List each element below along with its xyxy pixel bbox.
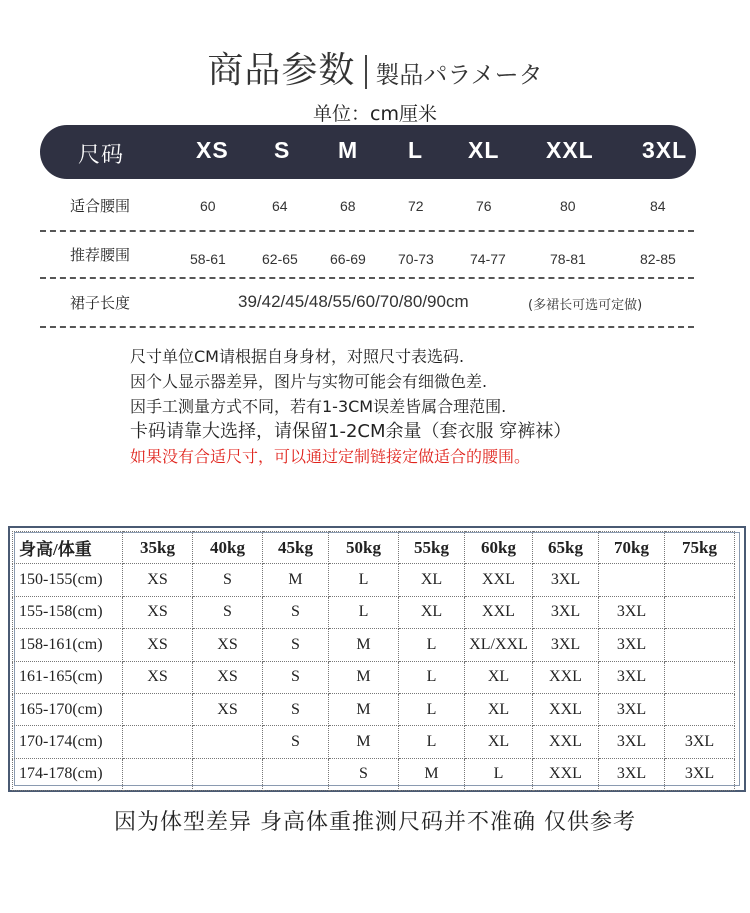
size-cell — [123, 726, 193, 758]
skirt-length-row — [40, 292, 696, 316]
size-s: S — [274, 137, 291, 163]
divider — [40, 326, 694, 328]
size-cell: XL/XXL — [465, 629, 533, 661]
size-cell: L — [465, 758, 533, 790]
size-cell: 3XL — [599, 661, 665, 693]
fit-waist-row — [40, 195, 696, 219]
table-row — [13, 564, 735, 596]
table-header-row — [13, 532, 735, 564]
height-range-cell: 165-170(cm) — [13, 693, 123, 725]
size-cell: XS — [123, 564, 193, 596]
page-subtitle: 製品パラメータ — [375, 61, 543, 89]
title-divider — [365, 55, 367, 89]
column-header: 35kg — [123, 532, 193, 564]
column-header: 70kg — [599, 532, 665, 564]
size-m: M — [338, 137, 359, 163]
value: 76 — [476, 198, 492, 214]
size-cell: 3XL — [533, 629, 599, 661]
size-cell — [193, 758, 263, 790]
note: 因个人显示器差异，图片与实物可能会有细微色差. — [130, 372, 488, 391]
value: 58-61 — [190, 251, 226, 267]
size-cell: XS — [193, 693, 263, 725]
value: 78-81 — [550, 251, 586, 267]
note: 尺寸单位CM请根据自身身材，对照尺寸表选码. — [130, 347, 465, 366]
table-row — [13, 661, 735, 693]
size-cell — [123, 758, 193, 790]
size-cell — [193, 726, 263, 758]
size-cell: XL — [465, 726, 533, 758]
recommended-waist-row — [40, 244, 696, 270]
size-cell: XL — [465, 661, 533, 693]
size-cell: XS — [193, 629, 263, 661]
size-cell: XXL — [533, 693, 599, 725]
size-cell — [665, 661, 735, 693]
column-header: 40kg — [193, 532, 263, 564]
divider — [40, 277, 694, 279]
size-cell: S — [263, 726, 329, 758]
table-row — [13, 629, 735, 661]
size-header-bar — [40, 125, 696, 179]
column-header: 60kg — [465, 532, 533, 564]
footer-disclaimer: 因为体型差异 身高体重推测尺码并不准确 仅供参考 — [114, 810, 636, 835]
size-cell: XL — [399, 564, 465, 596]
size-cell: 3XL — [665, 758, 735, 790]
value: 70-73 — [398, 251, 434, 267]
size-cell — [665, 564, 735, 596]
size-cell: 3XL — [599, 596, 665, 628]
size-cell: L — [329, 596, 399, 628]
size-cell: L — [399, 661, 465, 693]
value: 66-69 — [330, 251, 366, 267]
note: 卡码请靠大选择，请保留1-2CM余量（套衣服 穿裤袜） — [130, 421, 572, 442]
size-3xl: 3XL — [642, 137, 688, 163]
column-header: 75kg — [665, 532, 735, 564]
size-cell: L — [399, 726, 465, 758]
value: 64 — [272, 198, 288, 214]
size-cell: S — [263, 629, 329, 661]
divider — [40, 230, 694, 232]
value: 74-77 — [470, 251, 506, 267]
skirt-length-note: (多裙长可选可定做) — [528, 298, 643, 313]
size-cell — [599, 564, 665, 596]
size-cell: XXL — [533, 661, 599, 693]
height-range-cell: 174-178(cm) — [13, 758, 123, 790]
size-cell: XXL — [465, 596, 533, 628]
unit-label: 单位：cm厘米 — [313, 103, 437, 125]
value: 84 — [650, 198, 666, 214]
height-range-cell: 158-161(cm) — [13, 629, 123, 661]
size-cell: M — [329, 629, 399, 661]
size-cell: M — [399, 758, 465, 790]
page-title: 商品参数 — [207, 50, 356, 91]
column-header: 身高/体重 — [13, 532, 123, 564]
size-cell: 3XL — [533, 596, 599, 628]
height-range-cell: 155-158(cm) — [13, 596, 123, 628]
size-cell: 3XL — [599, 693, 665, 725]
size-cell: M — [263, 564, 329, 596]
value: 62-65 — [262, 251, 298, 267]
height-range-cell: 161-165(cm) — [13, 661, 123, 693]
size-header-label: 尺码 — [78, 143, 125, 168]
row-label: 适合腰围 — [70, 197, 131, 215]
column-header: 55kg — [399, 532, 465, 564]
value: 72 — [408, 198, 424, 214]
size-xxl: XXL — [546, 137, 594, 163]
size-cell: XS — [123, 661, 193, 693]
table-row — [13, 726, 735, 758]
size-cell — [665, 629, 735, 661]
table-row — [13, 596, 735, 628]
size-cell: 3XL — [599, 758, 665, 790]
height-weight-table — [12, 531, 735, 791]
title-row — [0, 42, 750, 93]
size-cell: L — [399, 629, 465, 661]
size-xs: XS — [196, 137, 229, 163]
size-cell: S — [193, 564, 263, 596]
size-cell: XL — [399, 596, 465, 628]
row-label: 裙子长度 — [70, 294, 131, 312]
size-cell: S — [329, 758, 399, 790]
size-xl: XL — [468, 137, 500, 163]
size-cell: S — [263, 693, 329, 725]
table-row — [13, 693, 735, 725]
height-range-cell: 150-155(cm) — [13, 564, 123, 596]
size-cell: XL — [465, 693, 533, 725]
size-cell: 3XL — [533, 564, 599, 596]
size-cell — [123, 693, 193, 725]
size-cell: S — [263, 661, 329, 693]
value: 68 — [340, 198, 356, 214]
size-cell: M — [329, 693, 399, 725]
row-label: 推荐腰围 — [70, 246, 131, 264]
size-cell: XS — [193, 661, 263, 693]
size-cell: XS — [123, 596, 193, 628]
skirt-lengths: 39/42/45/48/55/60/70/80/90cm — [238, 292, 469, 311]
column-header: 45kg — [263, 532, 329, 564]
value: 82-85 — [640, 251, 676, 267]
size-cell — [665, 693, 735, 725]
table-row — [13, 758, 735, 790]
size-cell: M — [329, 661, 399, 693]
size-cell: XXL — [533, 758, 599, 790]
size-cell: XXL — [533, 726, 599, 758]
size-cell: M — [329, 726, 399, 758]
note: 因手工测量方式不同，若有1-3CM误差皆属合理范围. — [130, 397, 507, 416]
notes — [130, 344, 730, 469]
size-cell: S — [193, 596, 263, 628]
size-l: L — [408, 137, 424, 163]
size-cell — [263, 758, 329, 790]
size-cell: XXL — [465, 564, 533, 596]
size-cell: XS — [123, 629, 193, 661]
custom-size-note: 如果没有合适尺寸，可以通过定制链接定做适合的腰围。 — [130, 447, 531, 466]
height-range-cell: 170-174(cm) — [13, 726, 123, 758]
size-cell: 3XL — [599, 726, 665, 758]
size-cell: L — [329, 564, 399, 596]
size-cell: 3XL — [665, 726, 735, 758]
value: 80 — [560, 198, 576, 214]
size-cell — [665, 596, 735, 628]
column-header: 50kg — [329, 532, 399, 564]
size-cell: L — [399, 693, 465, 725]
column-header: 65kg — [533, 532, 599, 564]
size-cell: 3XL — [599, 629, 665, 661]
size-cell: S — [263, 596, 329, 628]
value: 60 — [200, 198, 216, 214]
